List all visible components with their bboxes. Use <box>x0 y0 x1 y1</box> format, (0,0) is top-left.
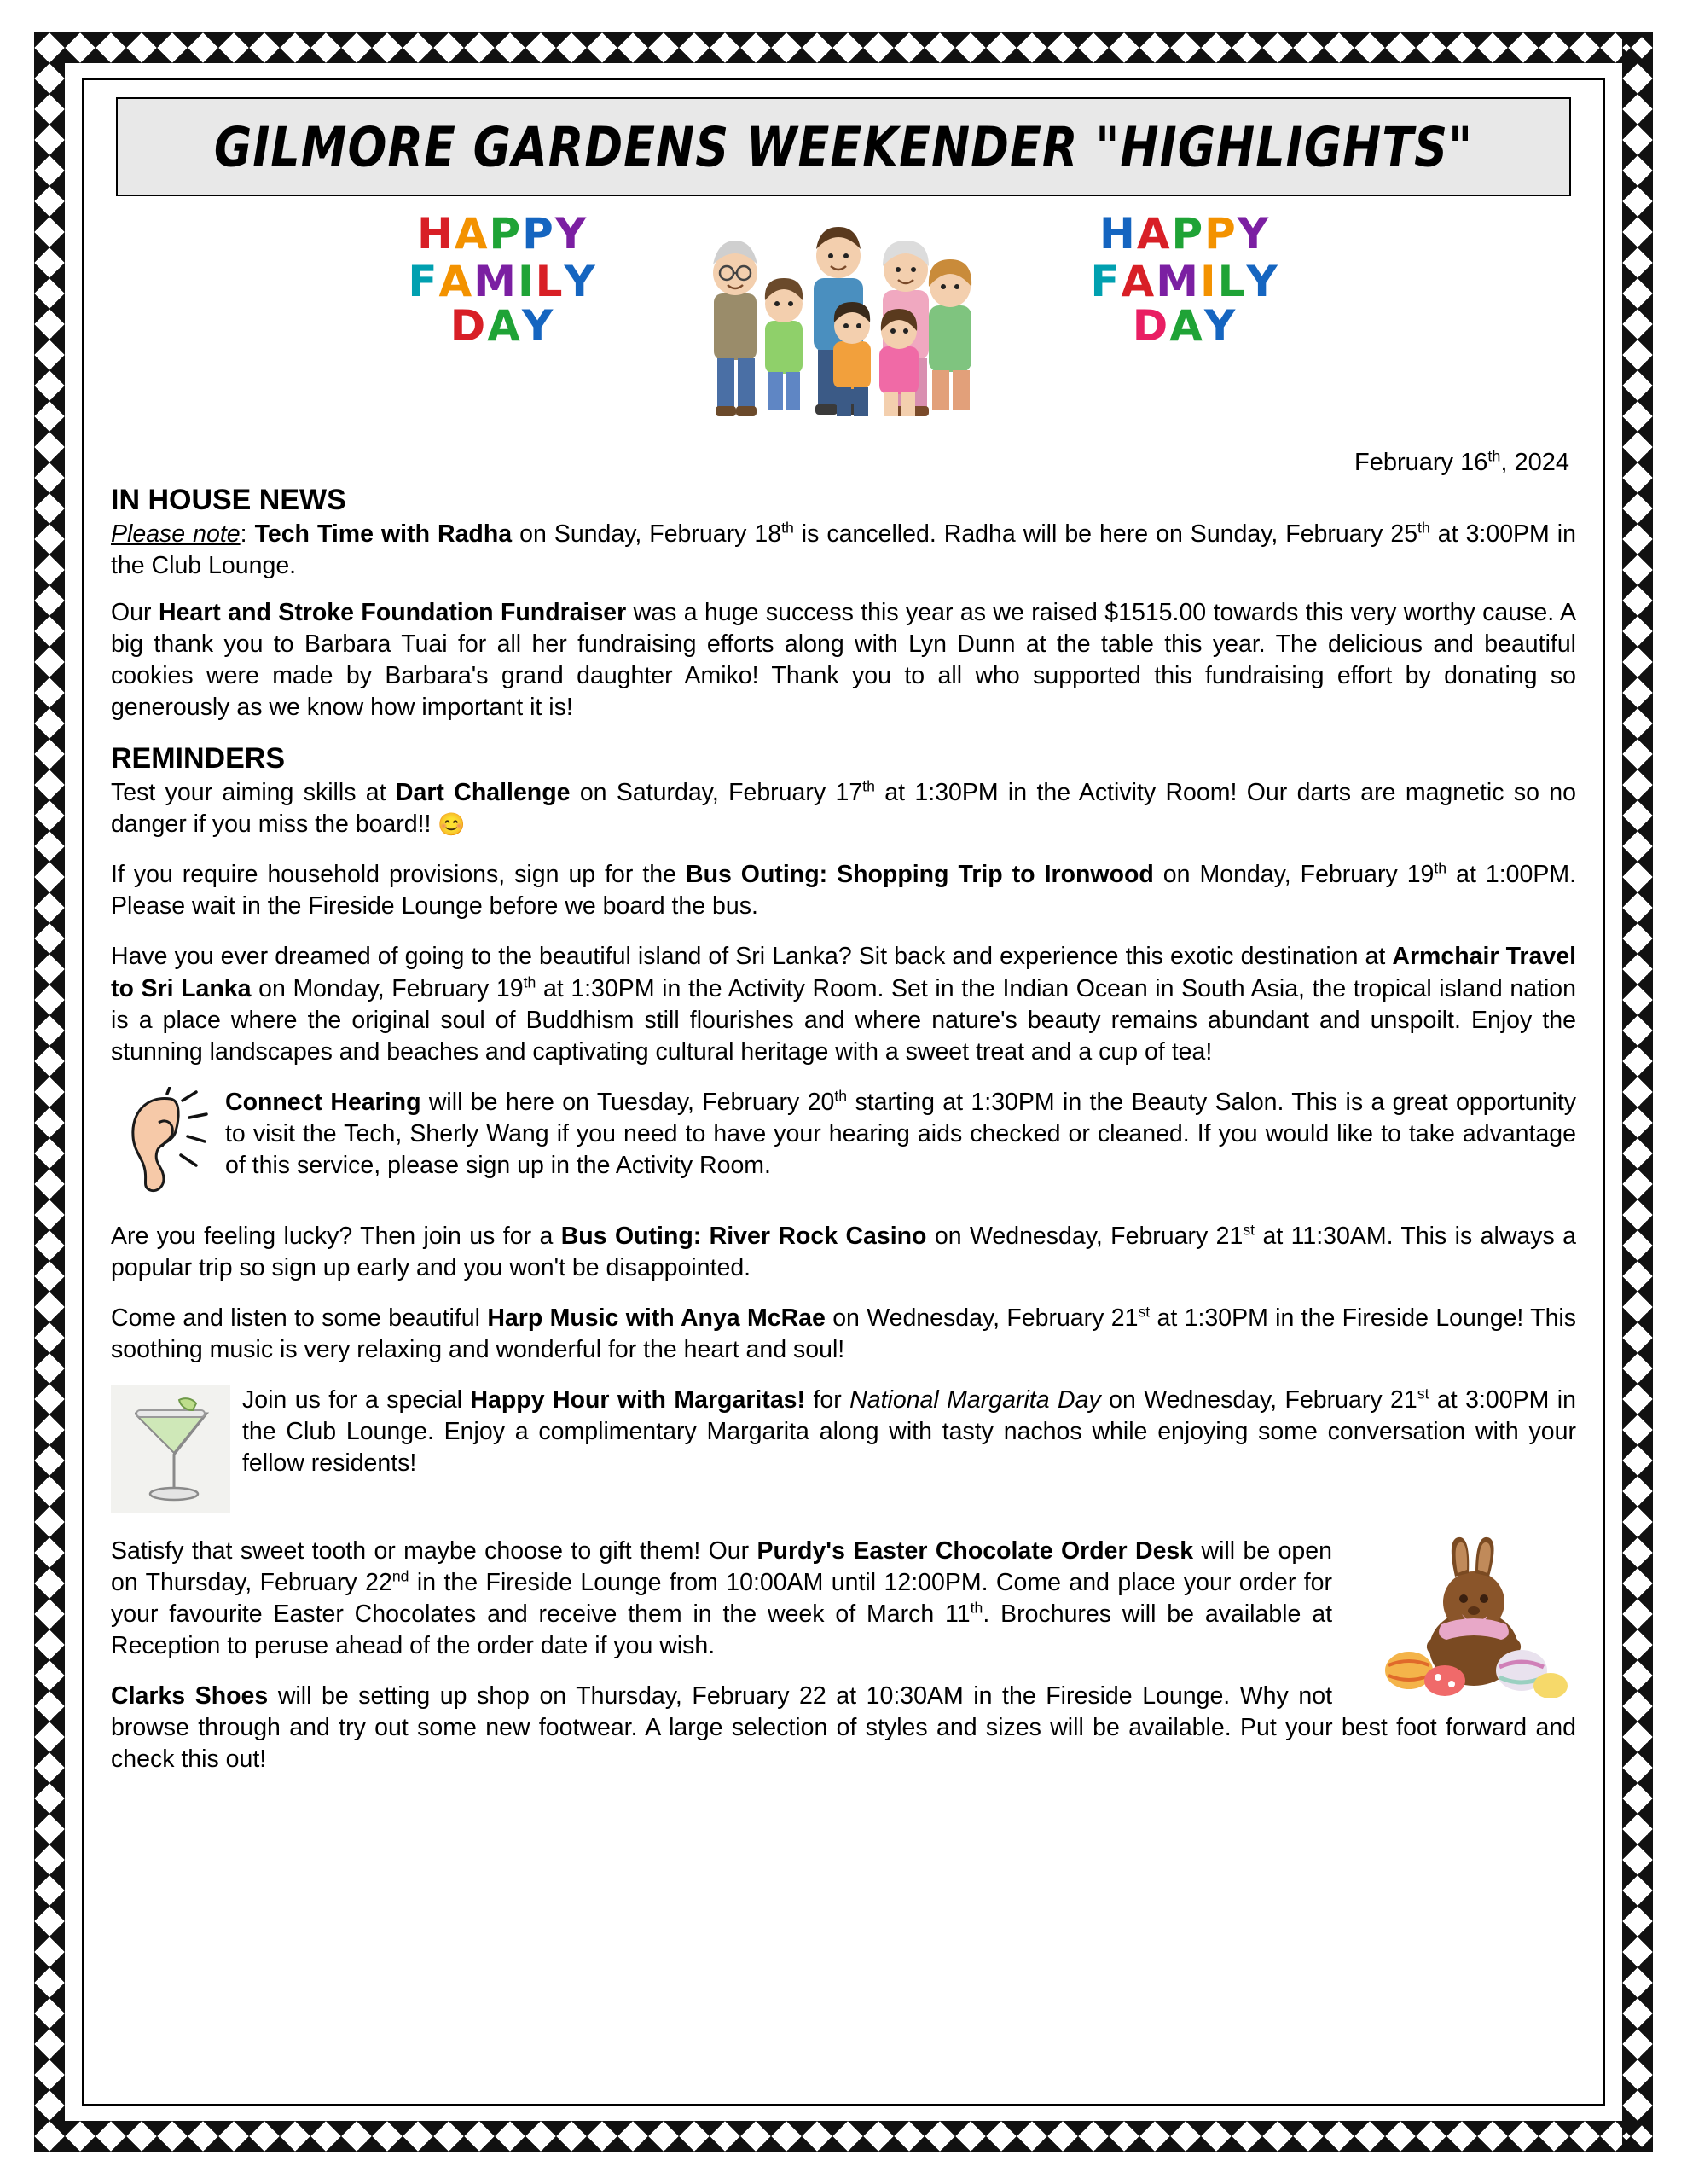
tech-time-title: Tech Time with Radha <box>254 520 513 548</box>
purdys-block <box>111 1536 1576 1662</box>
border-zigzag-bottom <box>34 2121 1653 2152</box>
easter-chocolate-bunny-icon <box>1346 1536 1576 1698</box>
paragraph-margaritas: Join us for a special Happy Hour with Margaritas! for National Margarita Day on Wednesday, February 21st at 3:00PM in the Club Lounge. Enjoy a complimentary Margarita along with tasty nachos while enjoying some conversation with your fellow residents! <box>242 1385 1576 1477</box>
paragraph-connect-hearing: Connect Hearing will be here on Tuesday, February 20th starting at 1:30PM in the Beauty Salon. This is a great opportunity to visit the Tech, Sherly Wang if you need to have your hearing aids checked or cleaned. If you would like to take advantage of this service, please sign up in the Activity Room. <box>225 1087 1577 1179</box>
tech-time-please-note: Please note <box>111 520 241 548</box>
margarita-glass-icon <box>111 1385 230 1517</box>
header-art-row <box>111 196 1576 444</box>
paragraph-tech-time: Please note: Tech Time with Radha on Sunday, February 18th is cancelled. Radha will be here on Sunday, February 25th at 3:00PM in the Club Lounge. <box>111 519 1576 580</box>
purdys-title: Purdy's Easter Chocolate Order Desk <box>757 1536 1194 1565</box>
hfd-left-line2: FAMILY <box>408 257 597 306</box>
paragraph-purdys: Satisfy that sweet tooth or maybe choose to gift them! Our Purdy's Easter Chocolate Order Desk will be open on Thursday, February 22nd in the Fireside Lounge from 10:00AM until 12:00PM. Come and place your order for your favourite Easter Chocolates and receive them in the week of March 11th. Brochures will be available at Reception to peruse ahead of the order date if you wish. <box>111 1536 1332 1659</box>
paragraph-bus-shopping: If you require household provisions, sign up for the Bus Outing: Shopping Trip to Ironwood on Monday, February 19th at 1:00PM. Please wait in the Fireside Lounge before we board the bus. <box>111 859 1577 921</box>
armchair-travel-title: Armchair Travel to Sri Lanka <box>111 943 1576 1002</box>
fundraiser-title: Heart and Stroke Foundation Fundraiser <box>158 599 627 627</box>
hfd-right-line2: FAMILY <box>1090 257 1279 306</box>
page-title: GILMORE GARDENS WEEKENDER "HIGHLIGHTS" <box>213 114 1474 179</box>
border-zigzag-right <box>1622 32 1653 2152</box>
page-title-banner <box>116 97 1571 196</box>
hfd-right-line1: HAPPY <box>1099 209 1271 258</box>
clarks-shoes-title: Clarks Shoes <box>111 1682 269 1711</box>
issue-date-suffix: th <box>1487 447 1501 465</box>
paragraph-clarks-shoes: Clarks Shoes will be setting up shop on Thursday, February 22 at 10:30AM in the Fireside Lounge. Why not browse through and try out some new footwear. A large selection of styles and sizes will be available. Put your best foot forward and check this out! <box>111 1682 1576 1774</box>
section-heading-in-house-news: IN HOUSE NEWS <box>111 484 346 516</box>
connect-hearing-title: Connect Hearing <box>225 1088 421 1116</box>
smiley-icon: 😊 <box>438 811 466 838</box>
paragraph-harp-music: Come and listen to some beautiful Harp Music with Anya McRae on Wednesday, February 21st at 1:30PM in the Fireside Lounge! This soothing music is very relaxing and wonderful for the heart and soul! <box>111 1303 1577 1363</box>
issue-date-text: February 16 <box>1354 449 1488 476</box>
dart-challenge-title: Dart Challenge <box>395 779 571 807</box>
issue-date <box>111 444 1576 479</box>
issue-date-year: , 2024 <box>1500 449 1569 476</box>
bus-shopping-title: Bus Outing: Shopping Trip to Ironwood <box>685 861 1154 889</box>
national-margarita-day: National Margarita Day <box>849 1385 1101 1414</box>
family-illustration <box>681 212 1006 425</box>
hfd-left-line3: DAY <box>449 301 555 351</box>
happy-family-day-left-graphic <box>374 209 630 351</box>
paragraph-dart-challenge: Test your aiming skills at Dart Challenge on Saturday, February 17th at 1:30PM in the Activity Room! Our darts are magnetic so no danger if you miss the board!! 😊 <box>111 777 1576 839</box>
paragraph-armchair-travel: Have you ever dreamed of going to the beautiful island of Sri Lanka? Sit back and experience this exotic destination at Armchair Travel to Sri Lanka on Monday, February 19th at 1:30PM in the Activity Room. Set in the Indian Ocean in South Asia, the tropical island nation is a place where the original soul of Buddhism still flourishes and where nature's beauty remains abundant and unspoilt. Enjoy the stunning landscapes and beaches and captivating cultural heritage with a sweet treat and a cup of tea! <box>111 943 1577 1066</box>
ear-icon <box>111 1087 213 1202</box>
margarita-title: Happy Hour with Margaritas! <box>470 1385 806 1414</box>
section-heading-reminders: REMINDERS <box>111 742 286 775</box>
border-zigzag-left <box>34 32 65 2152</box>
paragraph-fundraiser: Our Heart and Stroke Foundation Fundraiser was a huge success this year as we raised $1515.00 towards this very worthy cause. A big thank you to Barbara Tuai for all her fundraising efforts along with Lyn Dunn at the table this year. The delicious and beautiful cookies were made by Barbara's grand daughter Amiko! Thank you to all who supported this fundraising effort by donating so generously as we know how important it is! <box>111 599 1576 722</box>
happy-family-day-right-graphic <box>1057 209 1313 351</box>
margarita-block <box>111 1385 1576 1517</box>
hfd-left-line1: HAPPY <box>416 209 588 258</box>
hfd-right-line3: DAY <box>1132 301 1238 351</box>
connect-hearing-block <box>111 1087 1576 1202</box>
newsletter-content <box>89 85 1598 2099</box>
border-zigzag-top <box>34 32 1653 63</box>
harp-music-title: Harp Music with Anya McRae <box>487 1304 826 1332</box>
paragraph-casino: Are you feeling lucky? Then join us for a Bus Outing: River Rock Casino on Wednesday, February 21st at 11:30AM. This is always a popular trip so sign up early and you won't be disappointed. <box>111 1221 1577 1281</box>
casino-title: Bus Outing: River Rock Casino <box>560 1222 927 1250</box>
